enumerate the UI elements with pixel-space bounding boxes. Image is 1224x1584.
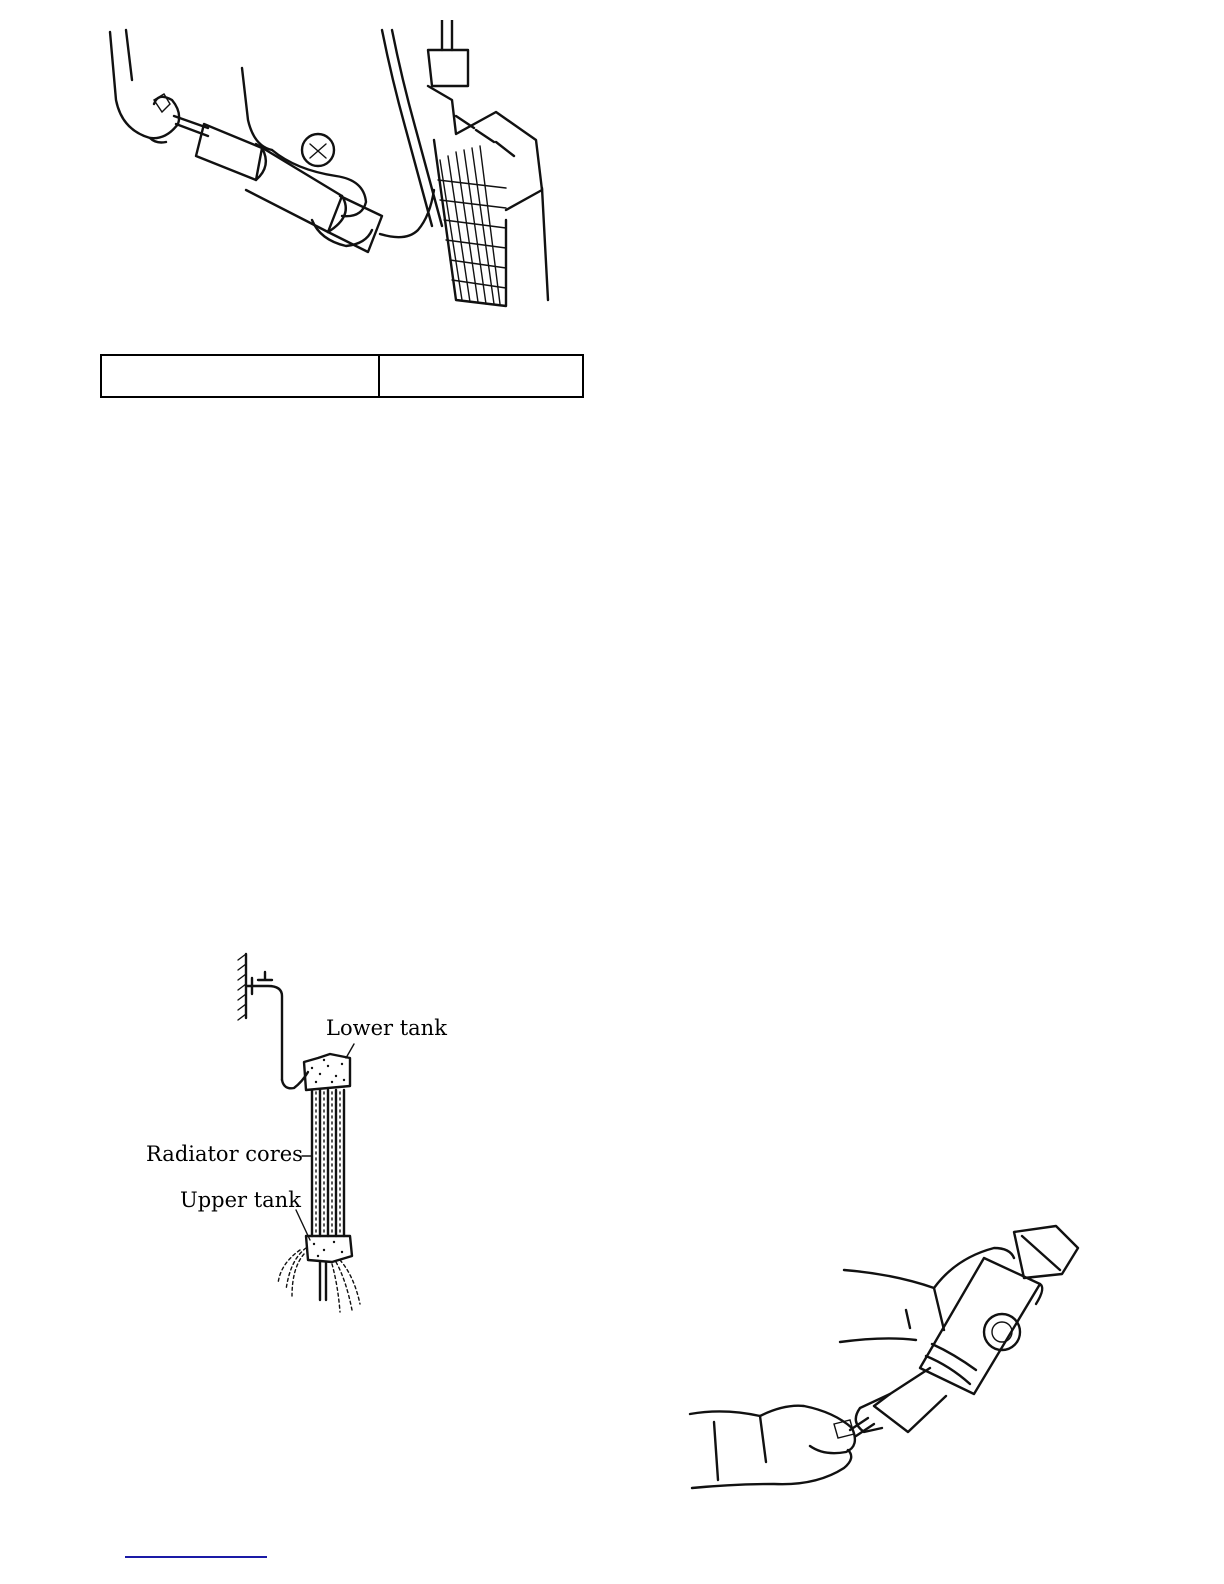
radiator-flush-diagram xyxy=(140,950,460,1320)
specification-table xyxy=(100,354,584,398)
spec-table-cell xyxy=(380,356,582,396)
radiator-cap-test-illustration xyxy=(684,1218,1094,1508)
label-upper-tank: Upper tank xyxy=(180,1188,301,1212)
footer-link[interactable] xyxy=(125,1556,267,1558)
label-radiator-cores: Radiator cores xyxy=(146,1142,303,1166)
label-lower-tank: Lower tank xyxy=(326,1016,447,1040)
radiator-pressure-test-illustration xyxy=(96,20,554,320)
spec-table-cell xyxy=(102,356,380,396)
